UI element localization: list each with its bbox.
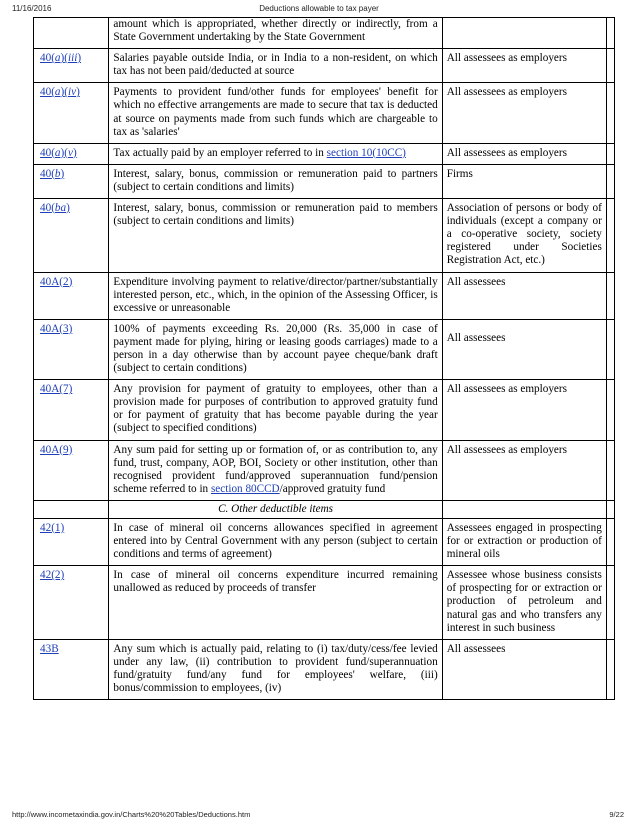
assessee-cell: All assessees as employers xyxy=(442,143,606,164)
table-row xyxy=(34,49,615,83)
row-margin xyxy=(606,18,614,49)
section-reference-link[interactable]: section 80CCD xyxy=(210,482,280,495)
row-margin xyxy=(606,639,614,699)
row-margin xyxy=(606,566,614,639)
row-margin xyxy=(606,380,614,440)
table-row xyxy=(34,566,615,639)
row-margin xyxy=(606,164,614,198)
row-margin xyxy=(606,83,614,143)
description-cell: Expenditure involving payment to relative/director/partner/substantially interested person, etc., which, in the opinion of the Assessing Officer, is excessive or unreasonable xyxy=(109,272,442,319)
row-margin xyxy=(606,272,614,319)
deductions-table-body xyxy=(34,18,615,700)
description-text: Tax actually paid by an employer referred to in xyxy=(113,146,327,159)
assessee-cell: All assessees as employers xyxy=(442,49,606,83)
section-cell xyxy=(34,319,109,379)
source-url: http://www.incometaxindia.gov.in/Charts%20%20Tables/Deductions.htm xyxy=(12,810,251,819)
section-cell xyxy=(34,18,109,49)
section-cell xyxy=(34,164,109,198)
row-margin xyxy=(606,199,614,272)
description-cell: Payments to provident fund/other funds for employees' benefit for which no effective arrangements are made to secure that tax is deducted at source on payments made from such funds which are chargeable to tax as 'salaries' xyxy=(109,83,442,143)
table-row xyxy=(34,18,615,49)
table-row xyxy=(34,440,615,500)
description-cell: Interest, salary, bonus, commission or remuneration paid to members (subject to certain conditions and limits) xyxy=(109,199,442,272)
section-link[interactable]: 40(a)(v) xyxy=(40,146,77,159)
assessee-cell: Firms xyxy=(442,164,606,198)
description-cell: In case of mineral oil concerns allowances specified in agreement entered into by Central Government with any person (subject to certain conditions and terms of agreement) xyxy=(109,519,442,566)
section-cell xyxy=(34,199,109,272)
assessee-cell: Association of persons or body of individuals (except a company or a co-operative society, society registered under Societies Registration Act, etc.) xyxy=(442,199,606,272)
section-reference-link[interactable]: section 10(10CC) xyxy=(326,146,406,159)
description-text-tail: /approved gratuity fund xyxy=(279,482,386,495)
category-heading: C. Other deductible items xyxy=(109,500,442,518)
row-margin xyxy=(606,49,614,83)
row-margin xyxy=(606,519,614,566)
assessee-cell: All assessees xyxy=(442,639,606,699)
page-number: 9/22 xyxy=(609,810,624,819)
row-margin xyxy=(606,440,614,500)
assessee-cell: Assessee whose business consists of prospecting for or extraction or production of petroleum and natural gas and who transfers any interest in such business xyxy=(442,566,606,639)
section-link[interactable]: 40A(9) xyxy=(40,443,73,456)
description-cell: Interest, salary, bonus, commission or remuneration paid to partners (subject to certain conditions and limits) xyxy=(109,164,442,198)
table-row xyxy=(34,639,615,699)
row-margin xyxy=(606,319,614,379)
section-link[interactable]: 40A(2) xyxy=(40,275,73,288)
section-link[interactable]: 43B xyxy=(40,642,59,655)
section-cell xyxy=(34,519,109,566)
section-cell xyxy=(34,500,109,518)
section-cell xyxy=(34,440,109,500)
description-cell: Any sum which is actually paid, relating to (i) tax/duty/cess/fee levied under any law, (ii) contribution to provident fund/superannuation fund/gratuity fund/any fund for employees' welfare, (iii) bonus/commission to employees, (iv) xyxy=(109,639,442,699)
description-cell xyxy=(109,143,442,164)
description-cell: Any provision for payment of gratuity to employees, other than a provision made for purposes of contribution to approved gratuity fund or for payment of gratuity that has become payable during the year (subject to specified conditions) xyxy=(109,380,442,440)
page-footer xyxy=(0,810,638,822)
section-link[interactable]: 42(1) xyxy=(40,522,65,534)
assessee-cell: All assessees as employers xyxy=(442,440,606,500)
section-link[interactable]: 40(a)(iv) xyxy=(40,86,80,99)
section-link[interactable]: 40A(3) xyxy=(40,322,73,335)
section-link[interactable]: 40(ba) xyxy=(40,202,70,215)
row-margin xyxy=(606,143,614,164)
description-cell xyxy=(109,440,442,500)
assessee-cell: All assessees xyxy=(442,272,606,319)
section-link[interactable]: 40(a)(iii) xyxy=(40,52,82,65)
description-text: Any sum paid for setting up or formation of, or as contribution to, any fund, trust, company, AOP, BOI, Society or other institution, other than recognised provident fund/approved superannuation fund/pension scheme referred to in xyxy=(113,443,438,495)
description-cell: amount which is appropriated, whether directly or indirectly, from a State Government undertaking by the State Government xyxy=(109,18,442,49)
assessee-cell xyxy=(442,500,606,518)
section-link[interactable]: 40(b) xyxy=(40,167,65,180)
row-margin xyxy=(606,500,614,518)
description-cell: 100% of payments exceeding Rs. 20,000 (Rs. 35,000 in case of payment made for plying, hiring or leasing goods carriages) made to a person in a day otherwise than by account payee cheque/bank draft (subject to certain conditions) xyxy=(109,319,442,379)
description-cell: In case of mineral oil concerns expenditure incurred remaining unallowed as reduced by proceeds of transfer xyxy=(109,566,442,639)
page-header xyxy=(0,4,638,18)
assessee-cell: All assessees as employers xyxy=(442,380,606,440)
table-row xyxy=(34,199,615,272)
assessee-cell: All assessees as employers xyxy=(442,83,606,143)
section-cell xyxy=(34,380,109,440)
table-row xyxy=(34,319,615,379)
assessee-cell xyxy=(442,18,606,49)
table-row xyxy=(34,164,615,198)
section-link[interactable]: 40A(7) xyxy=(40,383,73,396)
category-row xyxy=(34,500,615,518)
page-title: Deductions allowable to tax payer xyxy=(259,4,379,13)
section-link[interactable]: 42(2) xyxy=(40,569,65,582)
assessee-cell: All assessees xyxy=(442,319,606,379)
section-cell xyxy=(34,143,109,164)
deductions-table xyxy=(33,17,615,700)
section-cell xyxy=(34,639,109,699)
table-row xyxy=(34,272,615,319)
table-row xyxy=(34,83,615,143)
section-cell xyxy=(34,83,109,143)
description-cell: Salaries payable outside India, or in India to a non-resident, on which tax has not been paid/deducted at source xyxy=(109,49,442,83)
assessee-cell: Assessees engaged in prospecting for or extraction or production of mineral oils xyxy=(442,519,606,566)
print-date: 11/16/2016 xyxy=(12,4,52,13)
table-row xyxy=(34,143,615,164)
section-cell xyxy=(34,49,109,83)
table-row xyxy=(34,519,615,566)
section-cell xyxy=(34,566,109,639)
table-row xyxy=(34,380,615,440)
deductions-table-container xyxy=(33,17,615,804)
section-cell xyxy=(34,272,109,319)
